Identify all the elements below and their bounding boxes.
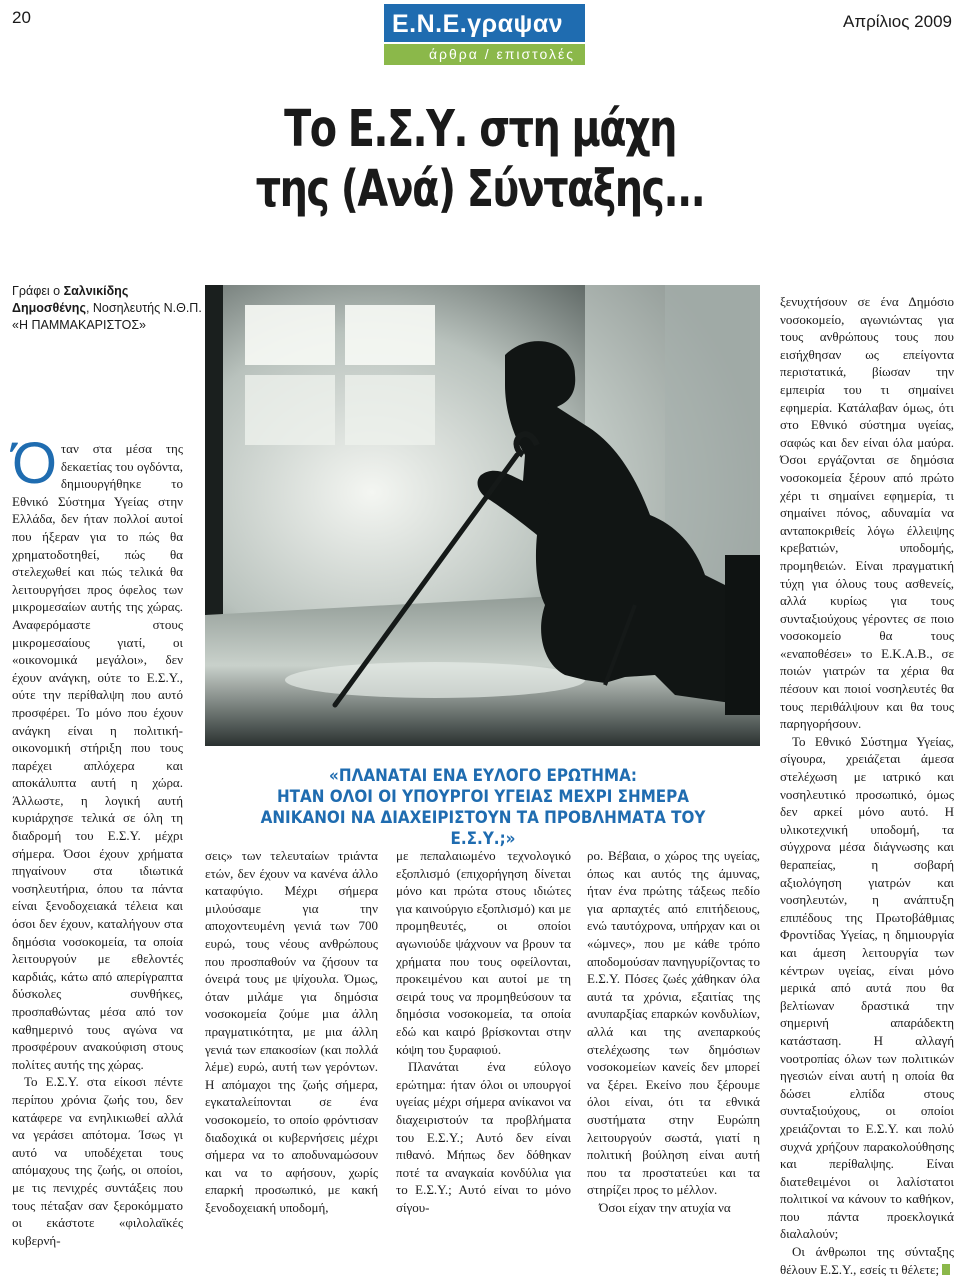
pull-quote-line-2: ΗΤΑΝ ΟΛΟΙ ΟΙ ΥΠΟΥΡΓΟΙ ΥΓΕΙΑΣ ΜΕΧΡΙ ΣΗΜΕΡΑ	[276, 787, 690, 806]
paragraph	[780, 1243, 954, 1278]
paragraph: Πλανάται ένα εύλογο ερώτημα: ήταν όλοι οι υπουργοί υγείας μέχρι σήμερα ανίκανοι να διαχειριστούν τα προβλήματα του Ε.Σ.Υ.; Αυτό δεν είναι πιθανό. Μήπως δεν δόθηκαν ποτέ τα αναγκαία κονδύλια για το Ε.Σ.Υ.; Αυτό είναι το μόνο σίγου-	[396, 1059, 571, 1215]
issue-date: Απρίλιος 2009	[843, 12, 952, 31]
logo-title: Ε.Ν.Ε.γραψαν	[384, 4, 585, 42]
closing-line: Οι άνθρωποι της σύνταξης θέλουν Ε.Σ.Υ., εσείς τι θέλετε;	[780, 1244, 954, 1277]
byline	[12, 283, 207, 334]
article-column-3	[396, 847, 571, 1216]
article-column-5	[780, 293, 954, 1278]
end-mark-icon	[942, 1264, 950, 1275]
headline	[106, 100, 855, 220]
headline-line-2: της (Ανά) Σύνταξης...	[255, 160, 705, 219]
article-column-4	[587, 847, 760, 1216]
paragraph: Το Εθνικό Σύστημα Υγείας, σίγουρα, χρειάζεται άμεσα στελέχωση με ιατρικό και νοσηλευτικό προσωπικό, όμως δεν αρκεί μόνο αυτό. Η υλικοτεχνική υποδομή, τα σύγχρονα μέσα διάγνωσης και θεραπείας, η σοβαρή αξιολόγηση γιατρών και νοσηλευτών, η ανάπτυξη επιπέδους της Πρωτοβάθμιας Φροντίδας Υγείας, η δημιουργία και άμεση λειτουργία των κέντρων υγείας, είναι μόνο μερικά από αυτά που θα βελτίωναν δραστικά την σημερινή απαράδεκτη κατάσταση. Η αλλαγή νοοτροπίας όλων των πολιτικών ηγεσιών είναι αυτή η οποία θα δώσει ελπίδα στους συνταξιούχους, οι οποίοι χρειάζονται το Ε.Σ.Υ. και πολύ συχνά χρήζουν παρακολούθησης και περίθαλψης. Είναι διατεθειμένοι οι λαλίστατοι πολιτικοί να κάνουν το καθήκον, που πάντα προεκλογικά διαλαλούν;	[780, 733, 954, 1242]
headline-line-1: Το Ε.Σ.Υ. στη μάχη	[284, 100, 676, 159]
section-logo	[384, 4, 585, 65]
drop-cap: Ό	[12, 431, 57, 496]
author-name: Σαλνικίδης Δημοσθένης	[12, 284, 129, 315]
article-photo	[205, 285, 760, 746]
pull-quote	[230, 765, 736, 849]
pull-quote-line-3: ΑΝΙΚΑΝΟΙ ΝΑ ΔΙΑΧΕΙΡΙΣΤΟΥΝ ΤΑ ΠΡΟΒΛΗΜΑΤΑ ΤΟΥ Ε.Σ.Υ.;»	[260, 808, 706, 848]
author-role: , Νοσηλευτής Ν.Θ.Π. «Η ΠΑΜΜΑΚΑΡΙΣΤΟΣ»	[12, 301, 202, 332]
paragraph: Το Ε.Σ.Υ. στα είκοσι πέντε περίπου χρόνια ζωής του, δεν κατάφερε να ενηλικιωθεί αλλά να γεράσει απότομα. Ίσως γι αυτό να υποδέχεται τους απόμαχους της ζωής, οι οποίοι, με τις πενιχρές συντάξεις που τους πέταξαν σαν ξεροκόμματο οι εκάστοτε «φιλολαϊκές κυβερνή-	[12, 1074, 183, 1248]
page-number: 20	[12, 8, 31, 27]
paragraph: ρο. Βέβαια, ο χώρος της υγείας, όπως και αυτός της άμυνας, ήταν ένα πρώτης τάξεως πεδίο για αρπαχτές από επιτήδειους, ενώ ταυτόχρονα, υπήρχαν και οι «ώμνες», που με κάθε τρόπο αποδομούσαν πανηγυρίζοντας το Ε.Σ.Υ. Πόσες ζωές χάθηκαν όλα αυτά τα χρόνια, εξαιτίας της ανυπαρξίας επαρκών κονδυλίων, αλλά και της ανεπαρκούς στελέχωσης των δημόσιων νοσοκομείων κανείς δεν μπορεί να ξέρει. Εκείνο που ξέρουμε όλοι είναι, ότι τα εθνικά συστήματα στην Ευρώπη λειτουργούν σωστά, γιατί η πολιτική βούληση είναι αυτή που τα προστατεύει και τα στηρίζει προς το μέλλον.	[587, 848, 761, 1198]
article-column-2	[205, 847, 378, 1216]
pull-quote-line-1: «ΠΛΑΝΑΤΑΙ ΕΝΑ ΕΥΛΟΓΟ ΕΡΩΤΗΜΑ:	[329, 766, 637, 785]
paragraph: με πεπαλαιωμένο τεχνολογικό εξοπλισμό (επιχορήγηση δίνεται μόνο και πρώτα στους ιδιώτες για καινούργιο εξοπλισμό) και με προμηθευτές, οι οποίοι αγωνιούδε ψάχνουν να βρουν τα χρήματα που τους οφείλονται, προκειμένου και αυτοί με τη σειρά τους να προμηθεύσουν τα δημόσια νοσοκομεία, τα οποία εδώ και καιρό βρίσκονται στην κόψη του ξυραφιού.	[396, 848, 571, 1057]
article-column-1	[12, 431, 183, 1249]
paragraph	[12, 431, 183, 1073]
paragraph: ξενυχτήσουν σε ένα Δημόσιο νοσοκομείο, αγωνιώντας για τους ανθρώπους τους που εισήχθησαν ως επείγοντα περιστατικά, βίωσαν την εμπειρία του τι σημαίνει εφημερία. Κατάλαβαν όμως, ότι στο Εθνικό σύστημα υγείας, σαφώς και δεν είναι όλα μαύρα. Όσοι εργάζονται σε δημόσια νοσοκομεία ξέρουν από πρώτο χέρι τι σημαίνει εφημερία, τι σημαίνει πόνος, αδυναμία να ανταποκριθείς λόγω έλλειψης κρεβατιών, υποδομής, προμηθειών. Είναι πραγματική τύχη για όλους τους ασθενείς, αλλά κυρίως για τους συνταξιούχους γέροντες σε ποιο νοσοκομείο θα τους «εναποθέσει» το Ε.Κ.Α.Β., σε ποιών γιατρών τα χέρια θα πέσουν και ποιοί νοσηλευτές θα τους περιθάλψουν και θα τους παρηγορήσουν.	[780, 294, 954, 732]
logo-subtitle: άρθρα / επιστολές	[384, 44, 585, 65]
byline-prefix: Γράφει ο	[12, 284, 61, 298]
paragraph: σεις» των τελευταίων τριάντα ετών, δεν έχουν να κανένα άλλο καταφύγιο. Μέχρι σήμερα μιλούσαμε για την αποχοντευμένη γενιά των 700 ευρώ, τους νέους ανθρώπους που προσπαθούν να ζήσουν τα όνειρά τους με ψίχουλα. Όμως, όταν μιλάμε για δημόσια νοσοκομεία ζούμε μια άλλη πραγματικότητα, με μια άλλη γενιά των επακοσίων (και πολλά λέμε) ευρώ, αυτή των γερόντων. Η απόμαχοι της ζωής σήμερα, εγκαταλείπονται σε ένα νοσοκομείο, το οποίο φρόντισαν διαδοχικά οι κυβερνήσεις μέχρι σήμερα να το αποδυναμώσουν και να το αφήσουν, χωρίς επαρκή προσωπικό, με κακή ξενοδοχειακή υποδομή,	[205, 848, 378, 1215]
paragraph-text: ταν στα μέσα της δεκαετίας του ογδόντα, δημιουργήθηκε το Εθνικό Σύστημα Υγείας στην Ελλάδα, δεν ήταν πολλοί αυτοί που ήξεραν για το πώς θα χρηματοδοτηθεί, πώς θα στελεχωθεί και πώς τελικά θα λειτουργήσει προς όφελος των μικρομεσαίων αυτής της χώρας. Αναφερόμαστε στους μικρομεσαίους γιατί, οι «οικονομικά μεγάλοι», δεν έχουν ανάγκη, ούτε το Ε.Σ.Υ., ούτε την περίθαλψη που αυτό προσφέρει. Το μόνο που έχουν ανάγκη είναι η πολιτική-οικονομική στήριξη που τους παρέχει απλόχερα και αποκάλυπτα αυτή η χώρα. Άλλωστε, η λογική αυτή κυριάρχησε τελικά σε όλη τη διαδρομή του Ε.Σ.Υ. μέχρι σήμερα. Όσοι έχουν χρήματα πηγαίνουν στα ιδιωτικά νοσηλευτήρια, όπου τα πάντα είναι ξενοδοχειακά τέλεια και όσοι δεν έχουν, καταλήγουν στα δημόσια νοσοκομεία, τα οποία λειτουργούν με εθελοντές καρδιάς, κάτω από απερίγραπτα δύσκολες συνθήκες, προσπαθώντας μέσα από τον καθημερινό τους αγώνα να προσφέρουν ανακούφιση στους πολίτες αυτής της χώρας.	[12, 441, 183, 1072]
paragraph: Όσοι είχαν την ατυχία να	[599, 1199, 731, 1215]
